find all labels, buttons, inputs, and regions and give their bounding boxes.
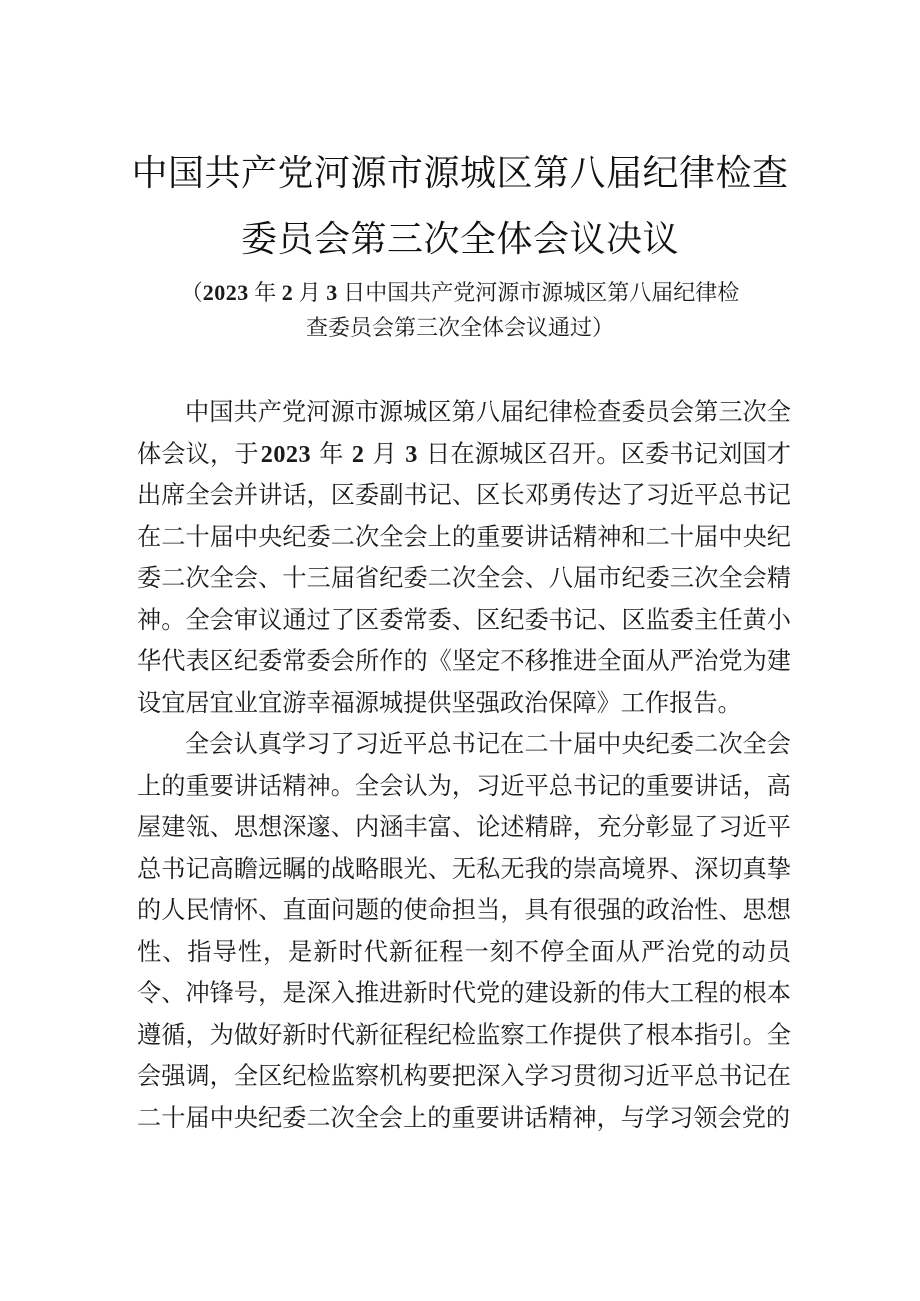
page-title-line-1: 中国共产党河源市源城区第八届纪律检查 bbox=[131, 152, 789, 193]
body-paragraph: 全会认真学习了习近平总书记在二十届中央纪委二次全会上的重要讲话精神。全会认为，习近平总书记的重要讲话，高屋建瓴、思想深邃、内涵丰富、论述精辟，充分彰显了习近平总书记高瞻远瞩的战略眼光、无私无我的崇高境界、深切真挚的人民情怀、直面问题的使命担当，具有很强的政治性、思想性、指导性，是新时代新征程一刻不停全面从严治党的动员令、冲锋号，是深入推进新时代党的建设新的伟大工程的根本遵循，为做好新时代新征程纪检监察工作提供了根本指引。全会强调，全区纪检监察机构要把深入学习贯彻习近平总书记在二十届中央纪委二次全会上的重要讲话精神，与学习领会党的 bbox=[137, 731, 791, 1132]
document-subtitle-line-2: 查委员会第三次全体会议通过） bbox=[305, 315, 614, 340]
page-title-line-2: 委员会第三次全体会议决议 bbox=[240, 218, 679, 259]
page-title bbox=[115, 140, 805, 272]
document-body bbox=[137, 392, 791, 1139]
document-subtitle-line-1: （2023 年 2 月 3 日中国共产党河源市源城区第八届纪律检 bbox=[180, 280, 740, 305]
body-paragraph: 中国共产党河源市源城区第八届纪律检查委员会第三次全体会议，于2023 年 2 月 3 日在源城区召开。区委书记刘国才出席全会并讲话，区委副书记、区长邓勇传达了习近平总书记在二十届中央纪委二次全会上的重要讲话精神和二十届中央纪委二次全会、十三届省纪委二次全会、八届市纪委三次全会精神。全会审议通过了区委常委、区纪委书记、区监委主任黄小华代表区纪委常委会所作的《坚定不移推进全面从严治党为建设宜居宜业宜游幸福源城提供坚强政治保障》工作报告。 bbox=[137, 399, 791, 717]
document-subtitle bbox=[160, 275, 760, 345]
